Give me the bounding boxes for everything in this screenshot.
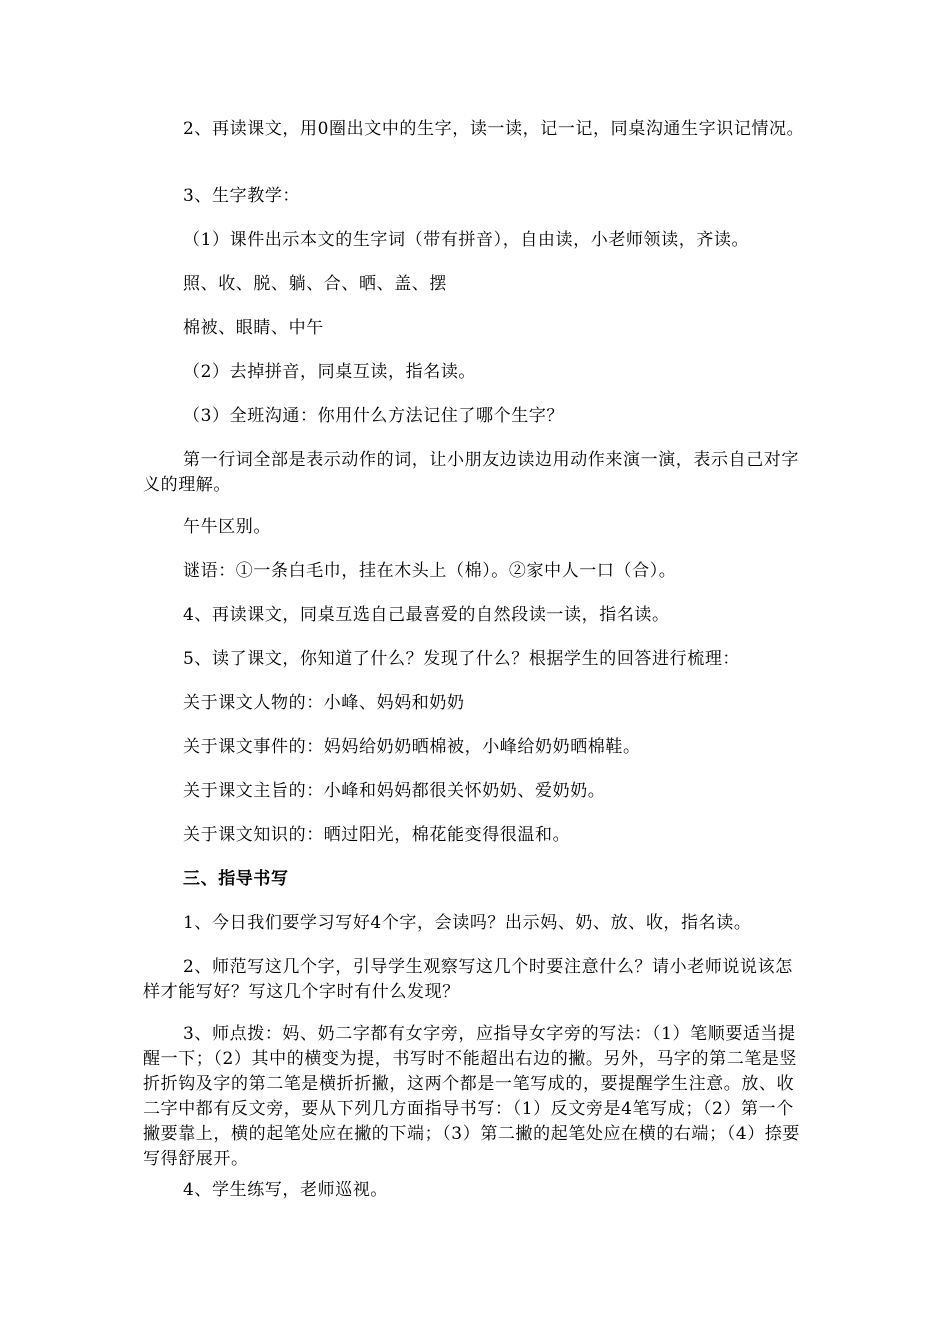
paragraph-word-list: 棉被、眼睛、中午 [183, 318, 324, 338]
paragraph-reread-circle-characters: 2、再读课文，用0圈出文中的生字，读一读，记一记，同桌沟通生字识记情况。 [183, 119, 805, 139]
paragraph-action-words: 第一行词全部是表示动作的词，让小朋友边读边用动作来演一演，表示自己对字义的理解。 [143, 450, 799, 495]
paragraph-four-characters: 1、今日我们要学习写好4个字，会读吗？出示妈、奶、放、收，指名读。 [183, 913, 752, 933]
paragraph-character-teaching: 3、生字教学： [183, 186, 301, 206]
section-heading-writing-guidance: 三、指导书写 [183, 869, 289, 889]
paragraph-characters: 关于课文人物的：小峰、妈妈和奶奶 [183, 693, 465, 713]
paragraph-favorite-paragraph: 4、再读课文，同桌互选自己最喜爱的自然段读一读，指名读。 [183, 605, 670, 625]
paragraph-class-communication: （3）全班沟通：你用什么方法记住了哪个生字？ [183, 406, 565, 426]
paragraph-knowledge: 关于课文知识的：晒过阳光，棉花能变得很温和。 [183, 825, 571, 845]
paragraph-riddles: 谜语：①一条白毛巾，挂在木头上（棉）。②家中人一口（合）。 [183, 561, 677, 581]
paragraph-teacher-demonstration: 2、师范写这几个字，引导学生观察写这几个时要注意什么？请小老师说说该怎样才能写好？写这几个字时有什么发现？ [143, 957, 793, 1002]
paragraph-remove-pinyin: （2）去掉拼音，同桌互读，指名读。 [183, 362, 477, 382]
paragraph-what-learned: 5、读了课文，你知道了什么？发现了什么？根据学生的回答进行梳理： [183, 649, 741, 669]
paragraph-student-practice: 4、学生练写，老师巡视。 [183, 1180, 389, 1200]
paragraph-events: 关于课文事件的：妈妈给奶奶晒棉被，小峰给奶奶晒棉鞋。 [183, 737, 641, 757]
paragraph-theme: 关于课文主旨的：小峰和妈妈都很关怀奶奶、爱奶奶。 [183, 781, 606, 801]
paragraph-teacher-guidance: 3、师点拨：妈、奶二字都有女字旁，应指导女字旁的写法：（1）笔顺要适当提醒一下；（2）其中的横变为提，书写时不能超出右边的撇。另外，马字的第二笔是竖折折钩及字的第二笔是横折折撇，这两个都是一笔写成的，要提醒学生注意。放、收二字中都有反文旁，要从下列几方面指导书写：（1）反文旁是4笔写成；（2）第一个撇要靠上，横的起笔处应在撇的下端；（3）第二撇的起笔处应在横的右端；（4）捺要写得舒展开。 [143, 1024, 801, 1169]
paragraph-character-distinction: 午牛区别。 [183, 517, 271, 537]
paragraph-courseware-display: （1）课件出示本文的生字词（带有拼音），自由读，小老师领读，齐读。 [183, 230, 750, 250]
paragraph-character-list: 照、收、脱、躺、合、晒、盖、摆 [183, 274, 447, 294]
